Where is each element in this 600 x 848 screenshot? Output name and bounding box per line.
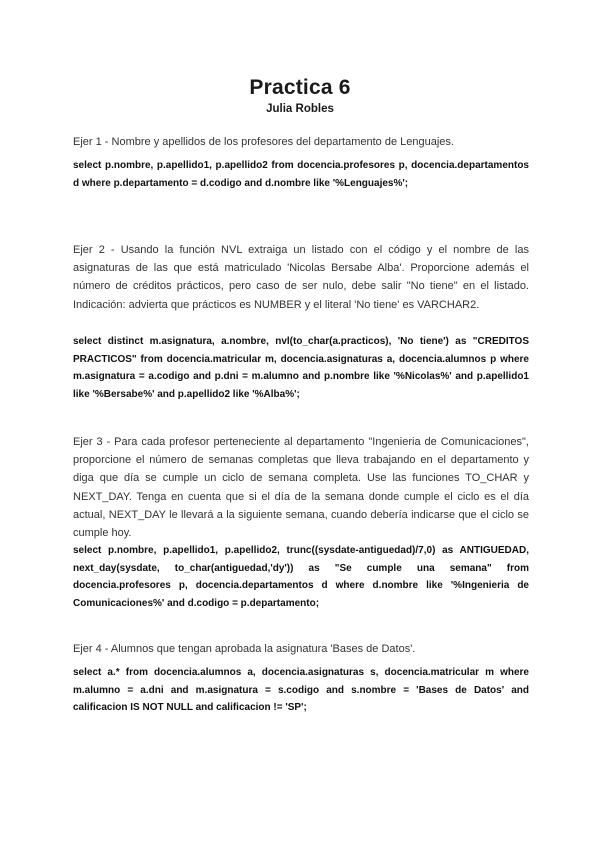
exercise-3-question: Ejer 3 - Para cada profesor perteneciente al departamento "Ingenieria de Comunicaciones", proporcione el número de semanas completas que lleva trabajando en el departamento y diga que día se cumple un ciclo de semana completa. Use las funciones TO_CHAR y NEXT_DAY. Tenga en cuenta que si el día de la semana donde cumple el ciclo es el día actual, NEXT_DAY le llevará a la siguiente semana, cuando debería indicarse que el ciclo se cumple hoy. <box>73 436 529 540</box>
exercise-4-sql: select a.* from docencia.alumnos a, docencia.asignaturas s, docencia.matricular m where m.alumno = a.dni and m.asignatura = s.codigo and s.nombre = 'Bases de Datos' and calificacion IS NOT NULL and calificacion != 'SP'; <box>73 667 529 713</box>
exercise-2-question: Ejer 2 - Usando la función NVL extraiga un listado con el código y el nombre de las asignaturas de las que está matriculado 'Nicolas Bersabe Alba'. Proporcione además el número de créditos prácticos, pero caso de ser nulo, debe salir "No tiene" en el listado. Indicación: advierta que prácticos es NUMBER y el literal 'No tiene' es VARCHAR2. <box>73 244 529 311</box>
exercise-4-question: Ejer 4 - Alumnos que tengan aprobada la asignatura 'Bases de Datos'. <box>73 643 416 655</box>
author-name: Julia Robles <box>266 103 334 115</box>
exercise-2-sql: select distinct m.asignatura, a.nombre, nvl(to_char(a.practicos), 'No tiene') as "CREDITOS PRACTICOS" from docencia.matricular m, docencia.asignaturas a, docencia.alumnos p where m.asignatura = a.codigo and p.dni = m.alumno and p.nombre like '%Nicolas%' and p.apellido1 like '%Bersabe%' and p.apellido2 like '%Alba%'; <box>73 336 529 400</box>
exercise-3-sql: select p.nombre, p.apellido1, p.apellido2, trunc((sysdate-antiguedad)/7,0) as ANTIGUEDAD, next_day(sysdate, to_char(antiguedad,'dy')) as "Se cumple una semana" from docencia.profesores p, docencia.departamentos d where d.nombre like '%Ingenieria de Comunicaciones%' and d.codigo = p.departamento; <box>73 545 529 609</box>
exercise-1-question: Ejer 1 - Nombre y apellidos de los profesores del departamento de Lenguajes. <box>73 136 454 148</box>
page-title: Practica 6 <box>249 76 351 99</box>
exercise-1-sql: select p.nombre, p.apellido1, p.apellido2 from docencia.profesores p, docencia.departamentos d where p.departamento = d.codigo and d.nombre like '%Lenguajes%'; <box>73 160 529 189</box>
